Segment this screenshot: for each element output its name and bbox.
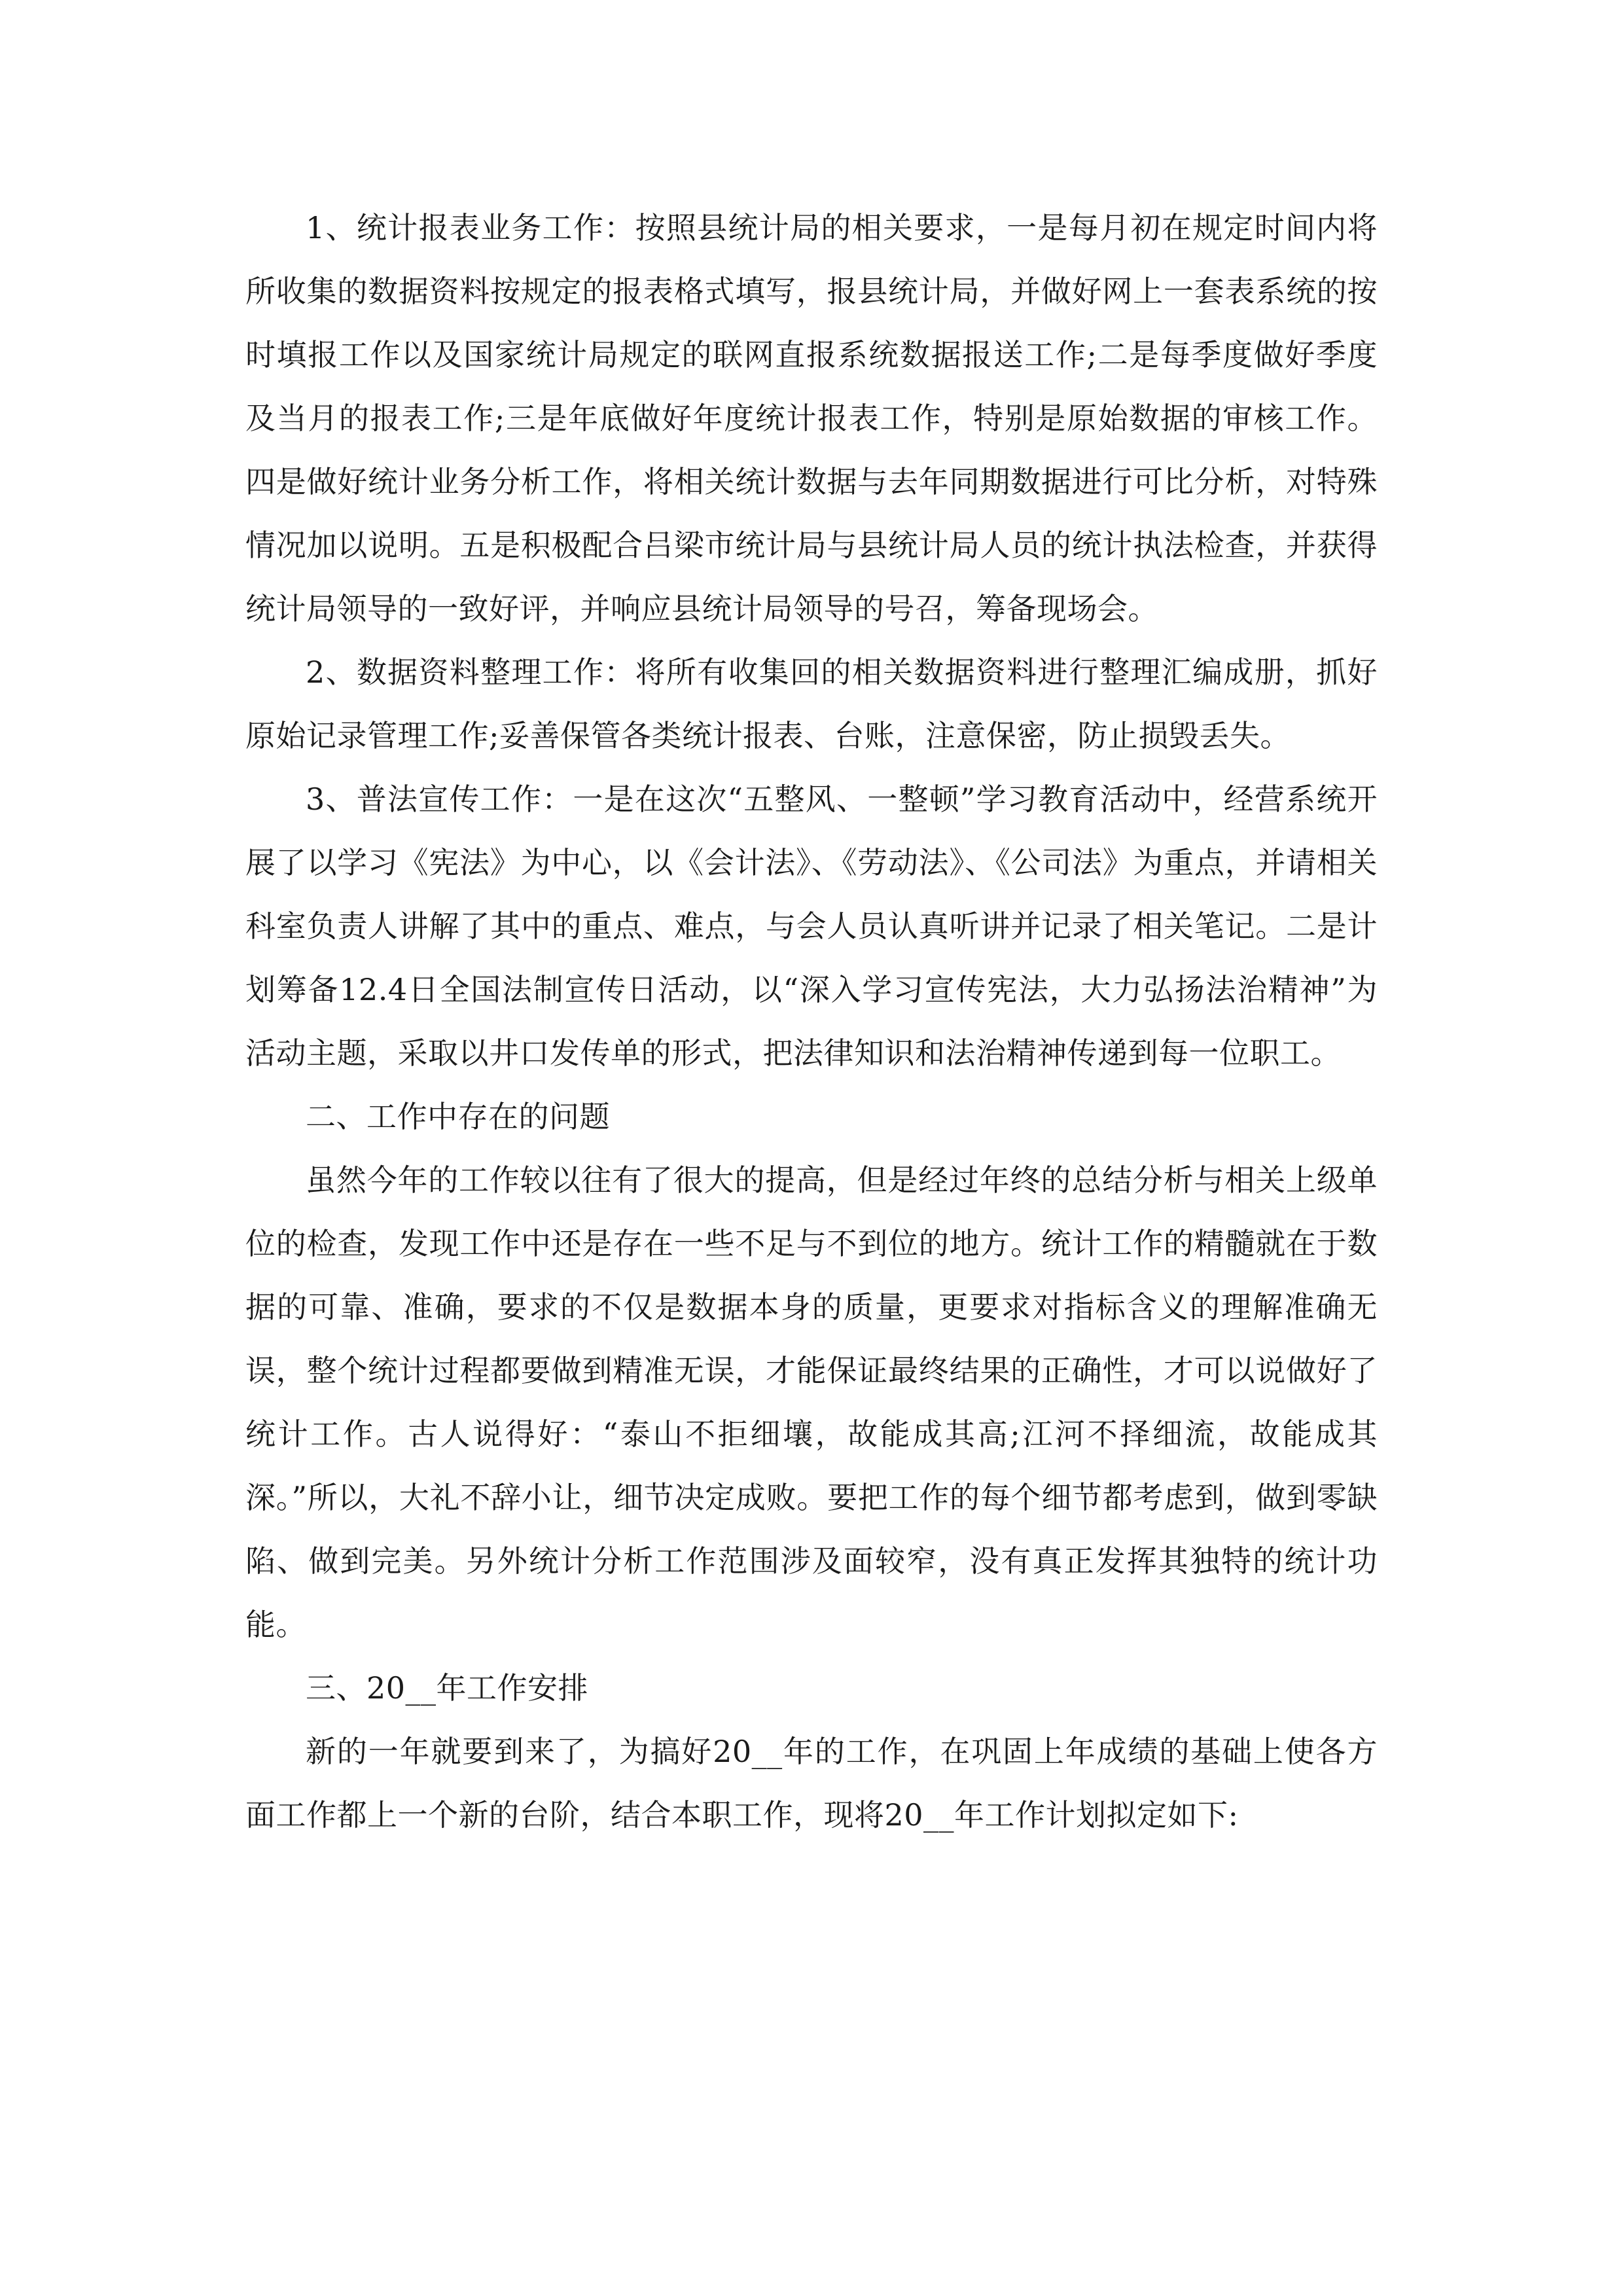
section-heading-problems: 二、工作中存在的问题 [306,1099,610,1134]
paragraph-legal-publicity: 3、普法宣传工作：一是在这次“五整风、一整顿”学习教育活动中，经营系统开展了以学习《宪法》为中心，以《会计法》、《劳动法》、《公司法》为重点，并请相关科室负责人讲解了其中的重点、难点，与会人员认真听讲并记录了相关笔记。二是计划筹备12.4日全国法制宣传日活动，以“深入学习宣传宪法，大力弘扬法治精神”为活动主题，采取以井口发传单的形式，把法律知识和法治精神传递到每一位职工。 [245,781,1378,1071]
section-heading-work-plan: 三、20__年工作安排 [306,1670,589,1706]
paragraph-problems: 虽然今年的工作较以往有了很大的提高，但是经过年终的总结分析与相关上级单位的检查，发现工作中还是存在一些不足与不到位的地方。统计工作的精髓就在于数据的可靠、准确，要求的不仅是数据本身的质量，更要求对指标含义的理解准确无误，整个统计过程都要做到精准无误，才能保证最终结果的正确性，才可以说做好了统计工作。古人说得好：“泰山不拒细壤，故能成其高;江河不择细流，故能成其深。”所以，大礼不辞小让，细节决定成败。要把工作的每个细节都考虑到，做到零缺陷、做到完美。另外统计分析工作范围涉及面较窄，没有真正发挥其独特的统计功能。 [245,1162,1378,1642]
paragraph-statistical-reports: 1、统计报表业务工作：按照县统计局的相关要求，一是每月初在规定时间内将所收集的数据资料按规定的报表格式填写，报县统计局，并做好网上一套表系统的按时填报工作以及国家统计局规定的联网直报系统数据报送工作;二是每季度做好季度及当月的报表工作;三是年底做好年度统计报表工作，特别是原始数据的审核工作。四是做好统计业务分析工作，将相关统计数据与去年同期数据进行可比分析，对特殊情况加以说明。五是积极配合吕梁市统计局与县统计局人员的统计执法检查，并获得统计局领导的一致好评，并响应县统计局领导的号召，筹备现场会。 [245,210,1378,626]
document-body [245,196,1378,1847]
paragraph-work-plan: 新的一年就要到来了，为搞好20__年的工作，在巩固上年成绩的基础上使各方面工作都上一个新的台阶，结合本职工作，现将20__年工作计划拟定如下: [245,1734,1378,1833]
paragraph-data-organization: 2、数据资料整理工作：将所有收集回的相关数据资料进行整理汇编成册，抓好原始记录管理工作;妥善保管各类统计报表、台账，注意保密，防止损毁丢失。 [245,655,1378,753]
